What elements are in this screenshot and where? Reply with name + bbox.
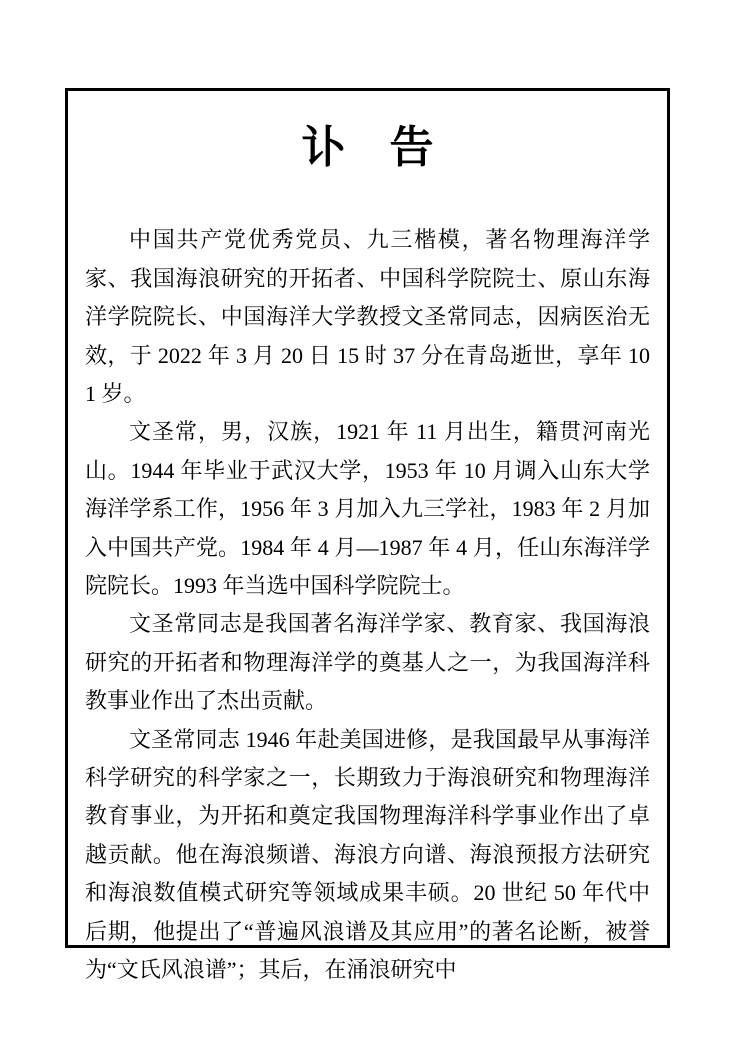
paragraph-contributions-summary: 文圣常同志是我国著名海洋学家、教育家、我国海浪研究的开拓者和物理海洋学的奠基人之一，为我国海洋科教事业作出了杰出贡献。 (85, 611, 650, 714)
document-border-frame (65, 88, 670, 983)
paragraph-death-announcement: 中国共产党优秀党员、九三楷模，著名物理海洋学家、我国海浪研究的开拓者、中国科学院院士、原山东海洋学院院长、中国海洋大学教授文圣常同志，因病医治无效，于 2022 年 3 月 20 日 15 时 37 分在青岛逝世，享年 101 岁。 (85, 227, 650, 407)
document-body (68, 221, 667, 989)
paragraph-scientific-achievements: 文圣常同志 1946 年赴美国进修，是我国最早从事海洋科学研究的科学家之一，长期致力于海浪研究和物理海洋教育事业，为开拓和奠定我国物理海洋科学事业作出了卓越贡献。他在海浪频谱、海浪方向谱、海浪预报方法研究和海浪数值模式研究等领域成果丰硕。20 世纪 50 年代中后期，他提出了“普遍风浪谱及其应用”的著名论断，被誉为“文氏风浪谱”；其后，在涌浪研究中 (85, 726, 650, 983)
page-title: 讣 告 (301, 123, 434, 172)
paragraph-biography: 文圣常，男，汉族，1921 年 11 月出生，籍贯河南光山。1944 年毕业于武汉大学，1953 年 10 月调入山东大学海洋学系工作，1956 年 3 月加入九三学社，1983 年 2 月加入中国共产党。1984 年 4 月—1987 年 4 月，任山东海洋学院院长。1993 年当选中国科学院院士。 (85, 419, 650, 599)
